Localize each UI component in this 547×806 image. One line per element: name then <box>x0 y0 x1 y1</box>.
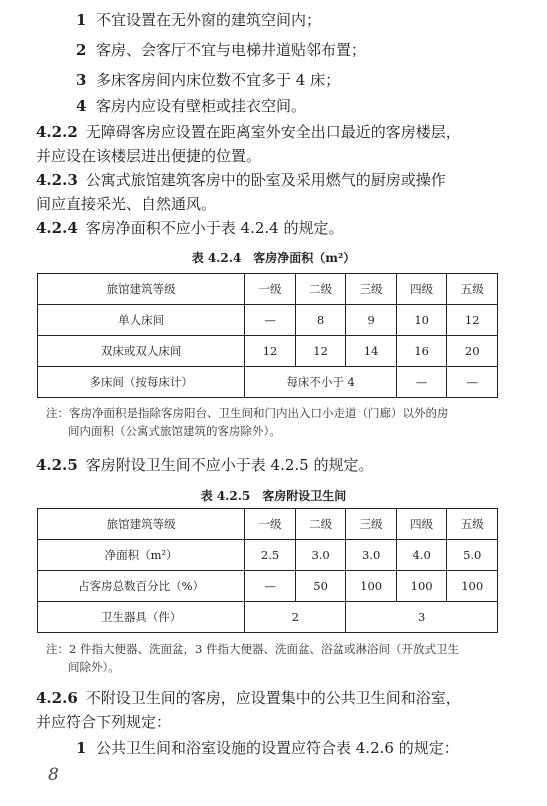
table-cell: 多床间（按每床计） <box>38 367 245 398</box>
table-note: 注：2 件指大便器、洗面盆，3 件指大便器、洗面盆、浴盆或淋浴间（开放式卫生 <box>46 642 459 656</box>
clause-continuation: 间应直接采光、自然通风。 <box>36 195 217 213</box>
table-row <box>38 602 498 633</box>
page-number: 8 <box>48 765 59 785</box>
list-item <box>76 10 321 30</box>
table-row <box>38 274 498 305</box>
item-text: 客房、会客厅不宜与电梯井道贴邻布置； <box>95 41 366 59</box>
table-cell: 3.0 <box>346 540 397 571</box>
table-header-cell: 五级 <box>447 274 498 305</box>
table-cell: 2 <box>245 602 346 633</box>
table-cell: — <box>245 305 296 336</box>
table-cell: 50 <box>295 571 346 602</box>
table-header-cell: 一级 <box>245 509 296 540</box>
list-item <box>76 70 340 90</box>
table-cell: 20 <box>447 336 498 367</box>
table-cell: 100 <box>346 571 397 602</box>
table-cell: 单人床间 <box>38 305 245 336</box>
table-row <box>38 367 498 398</box>
clause-text: 客房净面积不应小于表 4.2.4 的规定。 <box>85 219 344 237</box>
clause-number: 4.2.5 <box>36 456 78 474</box>
clause <box>36 170 446 190</box>
item-text: 客房内应设有壁柜或挂衣空间。 <box>95 97 306 115</box>
table-header-cell: 二级 <box>295 274 346 305</box>
table-cell: 9 <box>346 305 397 336</box>
list-item <box>76 96 306 116</box>
item-number: 4 <box>76 97 87 115</box>
table-cell: 占客房总数百分比（%） <box>38 571 245 602</box>
clause-continuation: 并应符合下列规定： <box>36 713 172 731</box>
table-cell: — <box>447 367 498 398</box>
item-text: 多床客房间内床位数不宜多于 4 床； <box>95 71 341 89</box>
item-number: 3 <box>76 71 87 89</box>
list-item <box>76 40 366 60</box>
table-cell: 12 <box>295 336 346 367</box>
item-number: 1 <box>76 739 87 757</box>
clause-number: 4.2.6 <box>36 689 78 707</box>
table-cell: 16 <box>396 336 447 367</box>
table-row <box>38 571 498 602</box>
table-cell: 100 <box>396 571 447 602</box>
table-cell: 3.0 <box>295 540 346 571</box>
table-header-cell: 旅馆建筑等级 <box>38 274 245 305</box>
table-cell: 12 <box>447 305 498 336</box>
clause-text: 不附设卫生间的客房，应设置集中的公共卫生间和浴室， <box>85 689 461 707</box>
clause-number: 4.2.3 <box>36 171 78 189</box>
table-cell: 8 <box>295 305 346 336</box>
item-number: 2 <box>76 41 87 59</box>
clause <box>36 688 461 708</box>
table-header-cell: 五级 <box>447 509 498 540</box>
item-text: 不宜设置在无外窗的建筑空间内； <box>95 11 321 29</box>
table-header-cell: 一级 <box>245 274 296 305</box>
table-cell: 2.5 <box>245 540 296 571</box>
table-cell: 每床不小于 4 <box>245 367 397 398</box>
table-header-cell: 三级 <box>346 509 397 540</box>
bathroom-table <box>37 508 498 633</box>
table-row <box>38 305 498 336</box>
table-cell: 净面积（m²） <box>38 540 245 571</box>
table-cell: — <box>396 367 447 398</box>
table-caption: 表 4.2.5 客房附设卫生间 <box>200 489 347 503</box>
table-row <box>38 540 498 571</box>
table-note: 注：客房净面积是指除客房阳台、卫生间和门内出入口小走道（门廊）以外的房 <box>46 406 449 420</box>
table-row <box>38 336 498 367</box>
table-cell: 3 <box>346 602 498 633</box>
table-cell: 100 <box>447 571 498 602</box>
table-cell: 双床或双人床间 <box>38 336 245 367</box>
clause <box>36 218 343 238</box>
table-cell: 12 <box>245 336 296 367</box>
table-cell: — <box>245 571 296 602</box>
item-text: 公共卫生间和浴室设施的设置应符合表 4.2.6 的规定： <box>95 739 459 757</box>
table-cell: 10 <box>396 305 447 336</box>
clause-number: 4.2.4 <box>36 219 78 237</box>
table-header-cell: 四级 <box>396 274 447 305</box>
table-header-cell: 二级 <box>295 509 346 540</box>
table-note-continuation: 间除外）。 <box>68 660 120 674</box>
clause <box>36 455 373 475</box>
table-cell: 14 <box>346 336 397 367</box>
room-area-table <box>37 273 498 398</box>
table-cell: 4.0 <box>396 540 447 571</box>
table-header-cell: 旅馆建筑等级 <box>38 509 245 540</box>
table-caption: 表 4.2.4 客房净面积（m²） <box>191 251 356 265</box>
clause-number: 4.2.2 <box>36 123 78 141</box>
table-cell: 5.0 <box>447 540 498 571</box>
clause-text: 公寓式旅馆建筑客房中的卧室及采用燃气的厨房或操作 <box>85 171 446 189</box>
table-header-cell: 四级 <box>396 509 447 540</box>
clause-text: 无障碍客房应设置在距离室外安全出口最近的客房楼层， <box>85 123 461 141</box>
table-header-cell: 三级 <box>346 274 397 305</box>
clause-continuation: 并应设在该楼层进出便捷的位置。 <box>36 147 262 165</box>
table-note-continuation: 间内面积（公寓式旅馆建筑的客房除外）。 <box>68 424 281 438</box>
list-item <box>76 738 459 758</box>
table-cell: 卫生器具（件） <box>38 602 245 633</box>
clause-text: 客房附设卫生间不应小于表 4.2.5 的规定。 <box>85 456 374 474</box>
table-row <box>38 509 498 540</box>
clause <box>36 122 461 142</box>
item-number: 1 <box>76 11 87 29</box>
